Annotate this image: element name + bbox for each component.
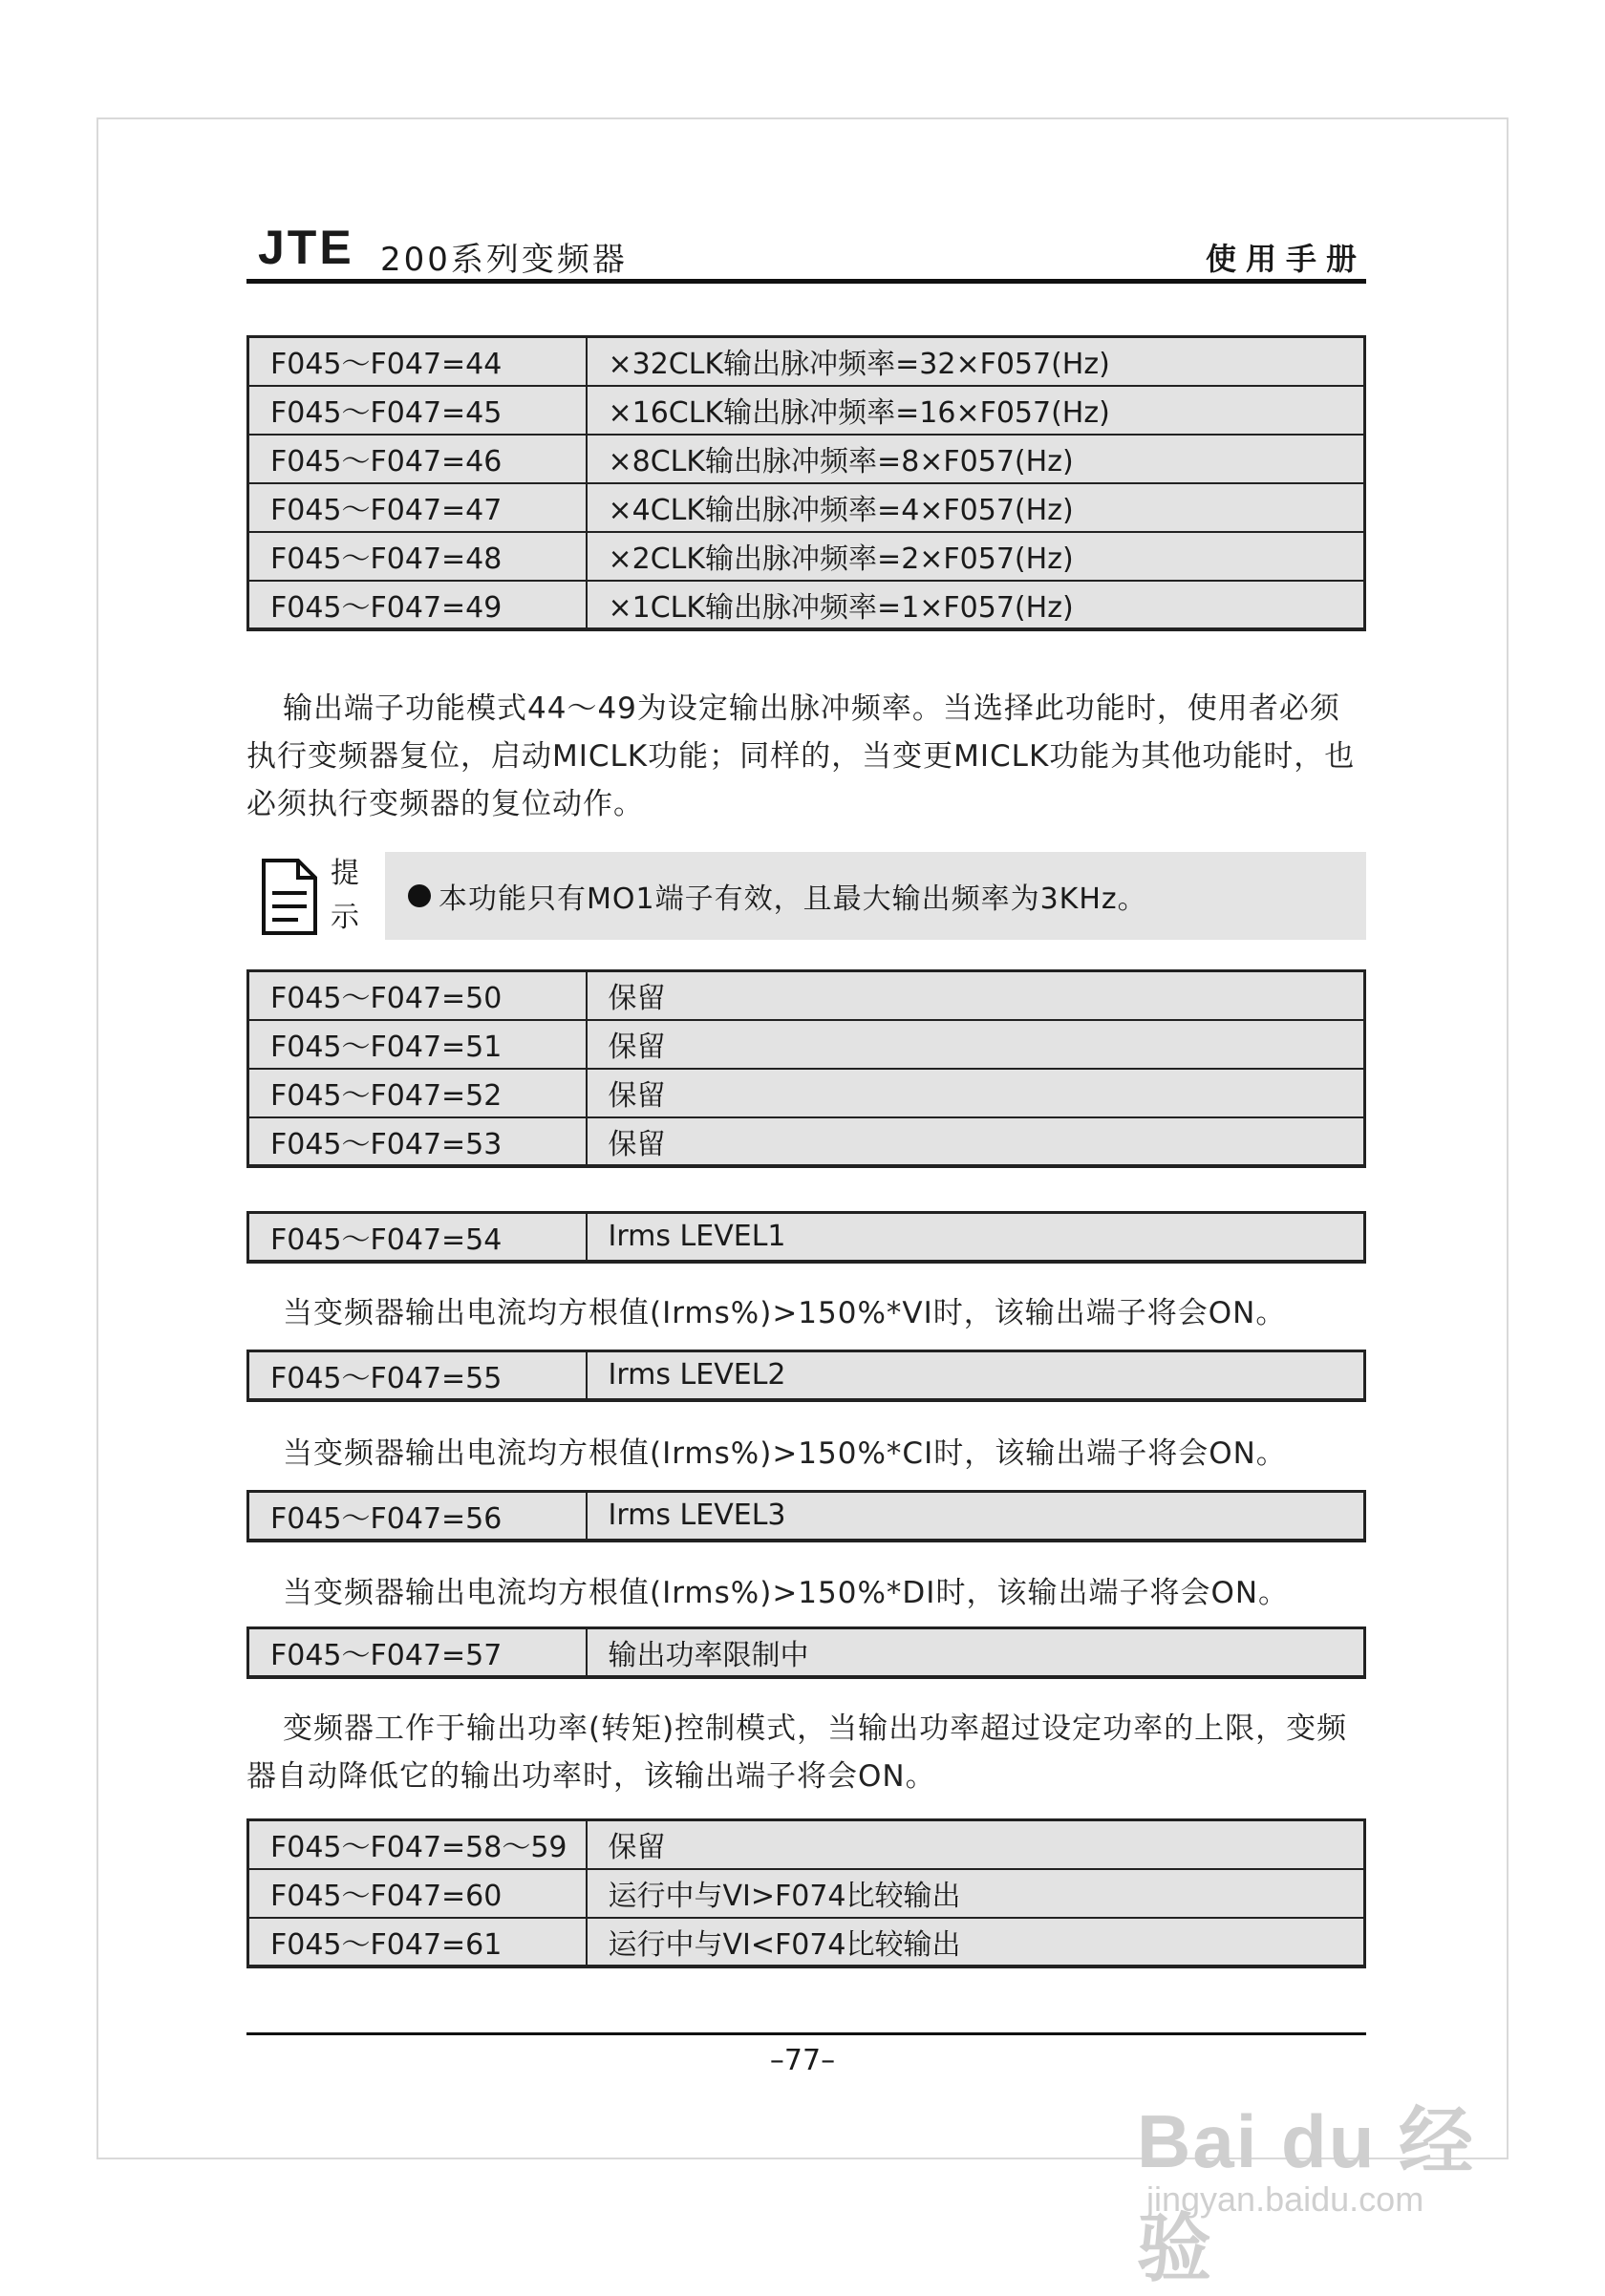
table-row	[248, 1918, 1365, 1966]
param-table-50-53	[246, 969, 1366, 1168]
irms-level3-description: 当变频器输出电流均方根值(Irms%)>150%*DI时，该输出端子将会ON。	[283, 1576, 1290, 1610]
param-table-57	[246, 1626, 1366, 1679]
param-desc: ×4CLK输出脉冲频率=4×F057(Hz)	[587, 483, 1365, 532]
brand-logo: JTE	[258, 221, 354, 274]
param-desc: ×1CLK输出脉冲频率=1×F057(Hz)	[587, 581, 1365, 629]
param-table-58-61	[246, 1818, 1366, 1968]
table-row	[248, 1492, 1365, 1541]
table-row	[248, 1117, 1365, 1166]
param-code: F045～F047=47	[248, 483, 587, 532]
param-desc: ×2CLK输出脉冲频率=2×F057(Hz)	[587, 532, 1365, 581]
param-code: F045～F047=52	[248, 1069, 587, 1117]
param-desc: 保留	[587, 1069, 1365, 1117]
param-desc: 保留	[587, 971, 1365, 1020]
irms-level2-description: 当变频器输出电流均方根值(Irms%)>150%*CI时，该输出端子将会ON。	[283, 1436, 1287, 1471]
tip-label: 提示	[331, 857, 359, 934]
param-desc: Irms LEVEL2	[587, 1351, 1365, 1400]
table-row	[248, 1020, 1365, 1069]
header-rule	[246, 279, 1366, 284]
param-code: F045～F047=51	[248, 1020, 587, 1069]
param-code: F045～F047=58～59	[248, 1820, 587, 1869]
table-row	[248, 1351, 1365, 1400]
param-code: F045～F047=44	[248, 337, 587, 386]
param-code: F045～F047=61	[248, 1918, 587, 1966]
table-row	[248, 1820, 1365, 1869]
param-desc: 运行中与VI>F074比较输出	[587, 1869, 1365, 1918]
param-desc: ×16CLK输出脉冲频率=16×F057(Hz)	[587, 386, 1365, 435]
param-desc: 保留	[587, 1117, 1365, 1166]
bullet-icon	[408, 884, 431, 907]
footer-rule	[246, 2032, 1366, 2035]
param-table-56	[246, 1490, 1366, 1542]
series-title: 200系列变频器	[380, 241, 628, 279]
page-number: –77–	[769, 2044, 836, 2077]
param-code: F045～F047=48	[248, 532, 587, 581]
tip-box	[385, 852, 1366, 940]
baidu-watermark	[1137, 2082, 1519, 2290]
table-row	[248, 1213, 1365, 1262]
tip-text: 本功能只有MO1端子有效，且最大输出频率为3KHz。	[439, 882, 1147, 916]
param-desc: 输出功率限制中	[587, 1628, 1365, 1677]
watermark-logo: Bai du 经验	[1137, 2099, 1476, 2290]
table-row	[248, 1069, 1365, 1117]
param-code: F045～F047=55	[248, 1351, 587, 1400]
param-table-54	[246, 1211, 1366, 1264]
table-row	[248, 1628, 1365, 1677]
param-code: F045～F047=57	[248, 1628, 587, 1677]
pulse-output-description: 输出端子功能模式44～49为设定输出脉冲频率。当选择此功能时，使用者必须执行变频器复位，启动MICLK功能；同样的，当变更MICLK功能为其他功能时，也必须执行变频器的复位动作。	[246, 691, 1356, 821]
param-code: F045～F047=49	[248, 581, 587, 629]
param-table-55	[246, 1350, 1366, 1402]
param-desc: 保留	[587, 1820, 1365, 1869]
table-row	[248, 1869, 1365, 1918]
page-header	[246, 216, 1366, 277]
param-desc: ×8CLK输出脉冲频率=8×F057(Hz)	[587, 435, 1365, 483]
note-icon	[260, 857, 319, 937]
param-code: F045～F047=54	[248, 1213, 587, 1262]
param-code: F045～F047=45	[248, 386, 587, 435]
param-code: F045～F047=46	[248, 435, 587, 483]
param-desc: Irms LEVEL1	[587, 1213, 1365, 1262]
manual-label: 使用手册	[1205, 241, 1366, 277]
table-row	[248, 483, 1365, 532]
table-row	[248, 386, 1365, 435]
param-code: F045～F047=53	[248, 1117, 587, 1166]
table-row	[248, 337, 1365, 386]
param-table-44-49	[246, 335, 1366, 631]
table-row	[248, 581, 1365, 629]
param-desc: ×32CLK输出脉冲频率=32×F057(Hz)	[587, 337, 1365, 386]
param-desc: Irms LEVEL3	[587, 1492, 1365, 1541]
table-row	[248, 971, 1365, 1020]
param-code: F045～F047=60	[248, 1869, 587, 1918]
watermark-url: jingyan.baidu.com	[1146, 2179, 1424, 2219]
param-desc: 保留	[587, 1020, 1365, 1069]
irms-level1-description: 当变频器输出电流均方根值(Irms%)>150%*VI时，该输出端子将会ON。	[283, 1296, 1287, 1330]
table-row	[248, 435, 1365, 483]
param-desc: 运行中与VI<F074比较输出	[587, 1918, 1365, 1966]
table-row	[248, 532, 1365, 581]
param-code: F045～F047=50	[248, 971, 587, 1020]
power-limit-description: 变频器工作于输出功率(转矩)控制模式，当输出功率超过设定功率的上限，变频器自动降低它的输出功率时，该输出端子将会ON。	[246, 1711, 1348, 1794]
param-code: F045～F047=56	[248, 1492, 587, 1541]
